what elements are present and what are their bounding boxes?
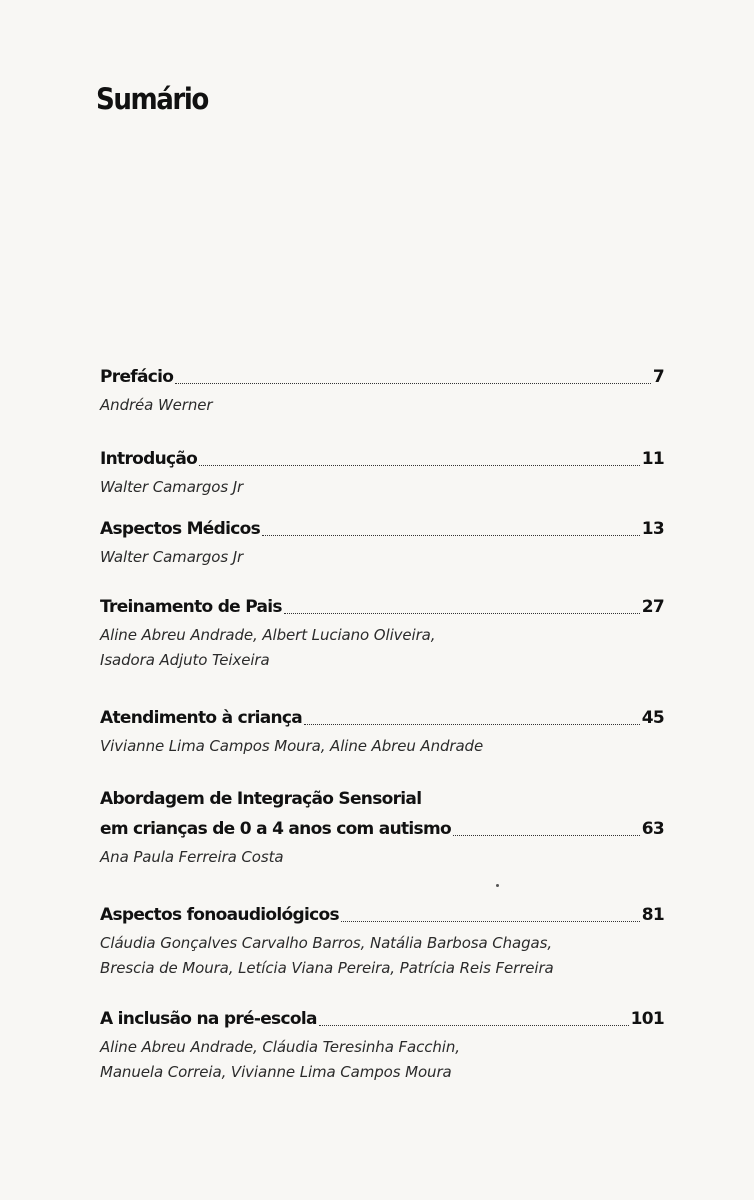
toc-entry-line <box>100 707 664 729</box>
toc-entry-title: Aspectos fonoaudiológicos <box>100 905 339 925</box>
toc-entry-line <box>100 818 664 840</box>
toc-entry-introducao[interactable] <box>100 448 664 500</box>
toc-entry-authors <box>100 931 664 981</box>
author-line: Walter Camargos Jr <box>100 548 244 566</box>
toc-entry-title: Introdução <box>100 449 198 469</box>
dot-leader <box>262 535 640 536</box>
toc-entry-title-line1: Abordagem de Integração Sensorial <box>100 789 422 809</box>
toc-entry-prefacio[interactable] <box>100 366 664 418</box>
author-line: Aline Abreu Andrade, Cláudia Teresinha Facchin, <box>100 1038 460 1056</box>
author-line: Aline Abreu Andrade, Albert Luciano Oliveira, <box>100 626 436 644</box>
author-line: Brescia de Moura, Letícia Viana Pereira, Patrícia Reis Ferreira <box>100 959 554 977</box>
toc-page-number: 45 <box>641 708 664 728</box>
dot-leader <box>319 1025 629 1026</box>
toc-entry-line <box>100 1008 664 1030</box>
toc-entry-authors <box>100 1035 664 1085</box>
author-line: Walter Camargos Jr <box>100 478 244 496</box>
toc-entry-title: Aspectos Médicos <box>100 519 261 539</box>
dot-leader <box>304 724 640 725</box>
toc-page-number: 13 <box>641 519 664 539</box>
toc-page-number: 7 <box>652 367 664 387</box>
author-line: Vivianne Lima Campos Moura, Aline Abreu Andrade <box>100 737 484 755</box>
author-line: Manuela Correia, Vivianne Lima Campos Moura <box>100 1063 452 1081</box>
toc-entry-aspectos-fonoaudiologicos[interactable] <box>100 904 664 981</box>
toc-entry-authors <box>100 845 664 870</box>
toc-page-number: 101 <box>630 1009 664 1029</box>
toc-entry-treinamento-de-pais[interactable] <box>100 596 664 673</box>
dot-leader <box>199 465 640 466</box>
toc-entry-title: Prefácio <box>100 367 174 387</box>
toc-entry-authors <box>100 545 664 570</box>
dot-leader <box>341 921 640 922</box>
paper-speck <box>496 884 499 887</box>
toc-entry-line <box>100 448 664 470</box>
toc-page-number: 63 <box>641 819 664 839</box>
toc-entry-atendimento-a-crianca[interactable] <box>100 707 664 759</box>
toc-page-number: 11 <box>641 449 664 469</box>
dot-leader <box>284 613 640 614</box>
toc-page-number: 81 <box>641 905 664 925</box>
toc-entry-title: Atendimento à criança <box>100 708 303 728</box>
toc-entry-title: A inclusão na pré-escola <box>100 1009 317 1029</box>
toc-entry-title: Treinamento de Pais <box>100 597 282 617</box>
toc-entry-authors <box>100 393 664 418</box>
toc-entry-authors <box>100 734 664 759</box>
page-title: Sumário <box>96 82 208 116</box>
toc-entry-authors <box>100 623 664 673</box>
toc-entry-abordagem-integracao-sensorial[interactable] <box>100 788 664 870</box>
toc-entry-line <box>100 596 664 618</box>
author-line: Isadora Adjuto Teixeira <box>100 651 270 669</box>
toc-page-number: 27 <box>641 597 664 617</box>
toc-entry-line <box>100 904 664 926</box>
author-line: Cláudia Gonçalves Carvalho Barros, Natália Barbosa Chagas, <box>100 934 553 952</box>
author-line: Ana Paula Ferreira Costa <box>100 848 284 866</box>
toc-entry-authors <box>100 475 664 500</box>
dot-leader <box>453 835 640 836</box>
toc-entry-line <box>100 366 664 388</box>
toc-entry-a-inclusao-na-pre-escola[interactable] <box>100 1008 664 1085</box>
toc-entry-title: em crianças de 0 a 4 anos com autismo <box>100 819 451 839</box>
toc-entry-aspectos-medicos[interactable] <box>100 518 664 570</box>
toc-entry-line <box>100 518 664 540</box>
author-line: Andréa Werner <box>100 396 213 414</box>
dot-leader <box>175 383 651 384</box>
